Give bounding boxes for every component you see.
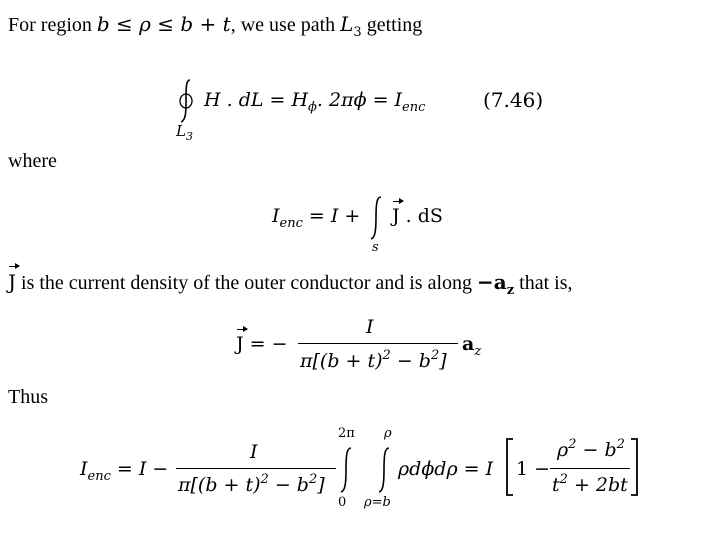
final-fraction-numerator: I bbox=[250, 441, 258, 463]
equation-7-46-body: H . dL = $H_\phi$. $2\pi\phi = I_{enc}$ bbox=[204, 89, 426, 115]
integral2-lower: ρ=b bbox=[364, 495, 391, 510]
intro-mid-text: , we use path bbox=[230, 14, 341, 36]
final-fraction-denominator: $\pi[(b + t)^2 - b^2]$ bbox=[178, 472, 325, 496]
final-fraction-bar bbox=[176, 468, 336, 469]
direction-vector: −a bbox=[477, 270, 507, 294]
final-one-minus: 1 − bbox=[516, 458, 551, 480]
contour-lower-limit: $L_3$ bbox=[176, 122, 193, 143]
inner-fraction-bar bbox=[550, 468, 630, 469]
region-condition: b ≤ ρ ≤ b + t bbox=[96, 12, 231, 36]
integral-lower-limit: s bbox=[372, 240, 379, 255]
final-inner-numerator: $\rho^2 - b^2$ bbox=[557, 437, 625, 461]
equation-j-denominator: $\pi[(b + t)^2 - b^2]$ bbox=[300, 348, 447, 372]
current-density-vector: J bbox=[392, 205, 400, 227]
final-inner-denominator: $t^2 + 2bt$ bbox=[552, 472, 628, 496]
integral1-lower: 0 bbox=[338, 495, 347, 510]
final-lhs: $I_{enc} = I$ − bbox=[80, 458, 169, 484]
thus-label: Thus bbox=[8, 386, 48, 408]
unit-vector-az: $a_z$ bbox=[462, 333, 482, 359]
final-integrand: ρdϕdρ = I bbox=[398, 458, 494, 480]
equation-number: (7.46) bbox=[483, 88, 544, 112]
right-bracket-icon bbox=[628, 438, 640, 496]
integral2-upper: ρ bbox=[384, 426, 392, 441]
integral1-upper: 2π bbox=[338, 426, 355, 441]
where-label: where bbox=[8, 150, 57, 172]
equation-j-lhs: J = − bbox=[236, 333, 288, 355]
fraction-bar bbox=[298, 343, 458, 344]
path-symbol: L bbox=[340, 12, 354, 36]
equation-j-numerator: I bbox=[366, 316, 374, 338]
left-bracket-icon bbox=[504, 438, 516, 496]
contour-integral-icon bbox=[176, 78, 196, 124]
integral2-icon bbox=[376, 446, 392, 494]
current-density-sentence: J is the current density of the outer conductor and is along $-a_z$ that is, bbox=[8, 270, 573, 298]
equation-ienc-lhs: $I_{enc} = I$ + bbox=[272, 205, 361, 231]
intro-line bbox=[8, 12, 422, 40]
integral1-icon bbox=[338, 446, 354, 494]
integral-sign-icon bbox=[368, 195, 384, 241]
path-subscript: 3 bbox=[353, 25, 362, 40]
current-density-vector-inline: J bbox=[8, 270, 17, 294]
equation-ienc-rhs: J . dS bbox=[392, 205, 443, 227]
intro-text: For region bbox=[8, 14, 97, 36]
intro-post-text: getting bbox=[361, 14, 423, 36]
